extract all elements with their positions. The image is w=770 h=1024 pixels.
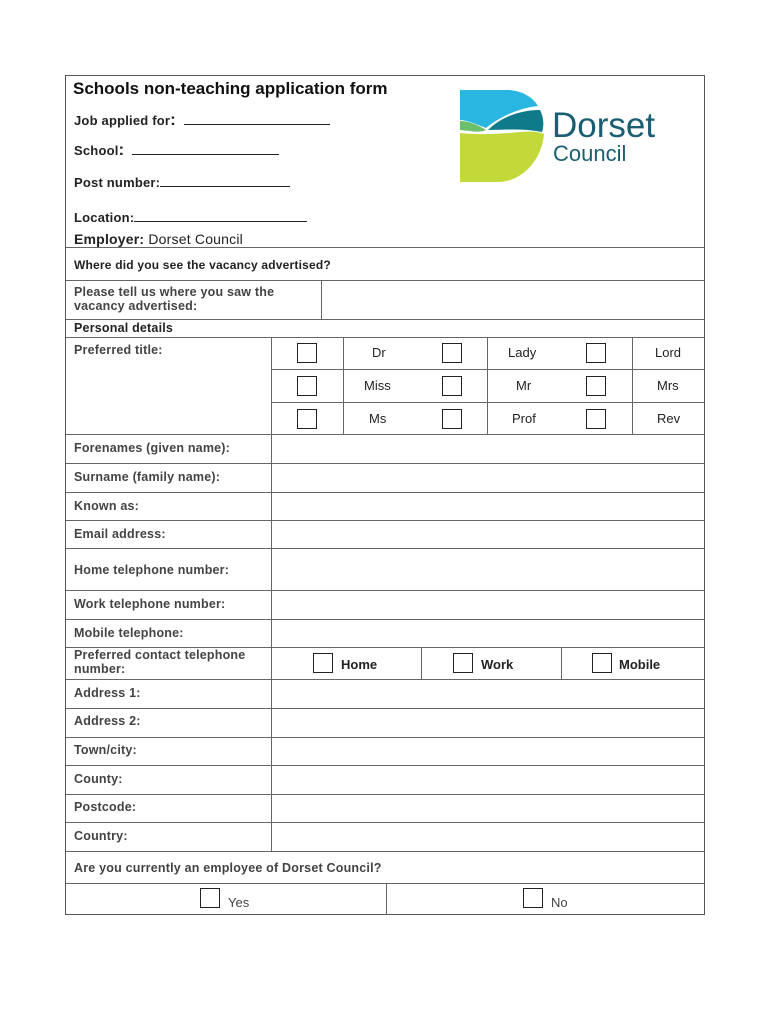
job-applied-colon: : [170, 110, 177, 129]
title-mr-checkbox[interactable] [442, 376, 462, 396]
form-title: Schools non-teaching application form [73, 79, 388, 98]
vacancy-question: Where did you see the vacancy advertised? [74, 258, 331, 272]
location-row [74, 209, 307, 225]
address2-label: Address 2: [74, 714, 141, 728]
address1-label: Address 1: [74, 686, 141, 700]
vacancy-detail-line1: Please tell us where you saw the [74, 285, 275, 299]
surname-label: Surname (family name): [74, 470, 221, 484]
post-number-field[interactable] [160, 174, 290, 187]
school-row [74, 140, 279, 160]
home-phone-label: Home telephone number: [74, 563, 230, 577]
forenames-field[interactable] [273, 435, 703, 462]
application-form [65, 75, 705, 915]
title-mr-label: Mr [516, 378, 532, 393]
county-field[interactable] [273, 766, 703, 793]
employer-value: Dorset Council [148, 231, 243, 247]
title-rev-label: Rev [657, 411, 681, 426]
job-applied-for-field[interactable] [184, 112, 330, 125]
contact-work-label: Work [481, 657, 514, 672]
vacancy-detail-line2: vacancy advertised: [74, 299, 198, 313]
address2-field[interactable] [273, 709, 703, 736]
logo-word-council: Council [553, 141, 627, 166]
preferred-contact-line2: number: [74, 662, 126, 676]
employee-yes-checkbox[interactable] [200, 888, 220, 908]
title-prof-label: Prof [512, 411, 536, 426]
mobile-field[interactable] [273, 620, 703, 646]
contact-work-checkbox[interactable] [453, 653, 473, 673]
employer-row [74, 231, 243, 247]
title-lord-checkbox[interactable] [586, 343, 606, 363]
email-field[interactable] [273, 521, 703, 547]
title-rev-checkbox[interactable] [586, 409, 606, 429]
title-lady-label: Lady [508, 345, 537, 360]
title-prof-checkbox[interactable] [442, 409, 462, 429]
preferred-contact-line1: Preferred contact telephone [74, 648, 246, 662]
home-phone-field[interactable] [273, 549, 703, 589]
postcode-label: Postcode: [74, 800, 137, 814]
employee-question: Are you currently an employee of Dorset Council? [74, 861, 382, 875]
contact-home-checkbox[interactable] [313, 653, 333, 673]
job-applied-for-label: Job applied for [74, 113, 171, 128]
job-applied-for-row [74, 110, 330, 130]
work-phone-field[interactable] [273, 591, 703, 618]
title-dr-label: Dr [372, 345, 386, 360]
location-field[interactable] [134, 209, 307, 222]
personal-details-heading: Personal details [74, 321, 174, 335]
town-field[interactable] [273, 738, 703, 764]
preferred-contact-label [74, 648, 245, 676]
location-label: Location: [74, 210, 135, 225]
title-lady-checkbox[interactable] [442, 343, 462, 363]
vacancy-detail-field[interactable] [323, 281, 703, 318]
country-field[interactable] [273, 823, 703, 850]
known-as-field[interactable] [273, 493, 703, 519]
title-mrs-checkbox[interactable] [586, 376, 606, 396]
school-field[interactable] [132, 142, 279, 155]
employer-label: Employer: [74, 231, 145, 247]
postcode-field[interactable] [273, 795, 703, 821]
title-miss-checkbox[interactable] [297, 376, 317, 396]
post-number-row [74, 174, 290, 190]
contact-home-label: Home [341, 657, 378, 672]
address1-field[interactable] [273, 680, 703, 707]
title-mrs-label: Mrs [657, 378, 679, 393]
county-label: County: [74, 772, 123, 786]
logo-word-dorset: Dorset [552, 106, 656, 145]
work-phone-label: Work telephone number: [74, 597, 226, 611]
known-as-label: Known as: [74, 499, 139, 513]
preferred-title-label: Preferred title: [74, 343, 163, 357]
town-label: Town/city: [74, 743, 137, 757]
employee-yes-label: Yes [228, 895, 250, 910]
school-colon: : [118, 140, 125, 159]
title-ms-label: Ms [369, 411, 387, 426]
country-label: Country: [74, 829, 128, 843]
employee-no-checkbox[interactable] [523, 888, 543, 908]
surname-field[interactable] [273, 464, 703, 491]
title-lord-label: Lord [655, 345, 682, 360]
forenames-label: Forenames (given name): [74, 441, 231, 455]
post-number-label: Post number: [74, 175, 161, 190]
mobile-label: Mobile telephone: [74, 626, 184, 640]
vacancy-detail-label [74, 285, 274, 313]
title-dr-checkbox[interactable] [297, 343, 317, 363]
school-label: School [74, 143, 119, 158]
contact-mobile-label: Mobile [619, 657, 661, 672]
employee-no-label: No [551, 895, 568, 910]
email-label: Email address: [74, 527, 166, 541]
dorset-council-logo [458, 88, 698, 184]
title-miss-label: Miss [364, 378, 391, 393]
title-ms-checkbox[interactable] [297, 409, 317, 429]
contact-mobile-checkbox[interactable] [592, 653, 612, 673]
